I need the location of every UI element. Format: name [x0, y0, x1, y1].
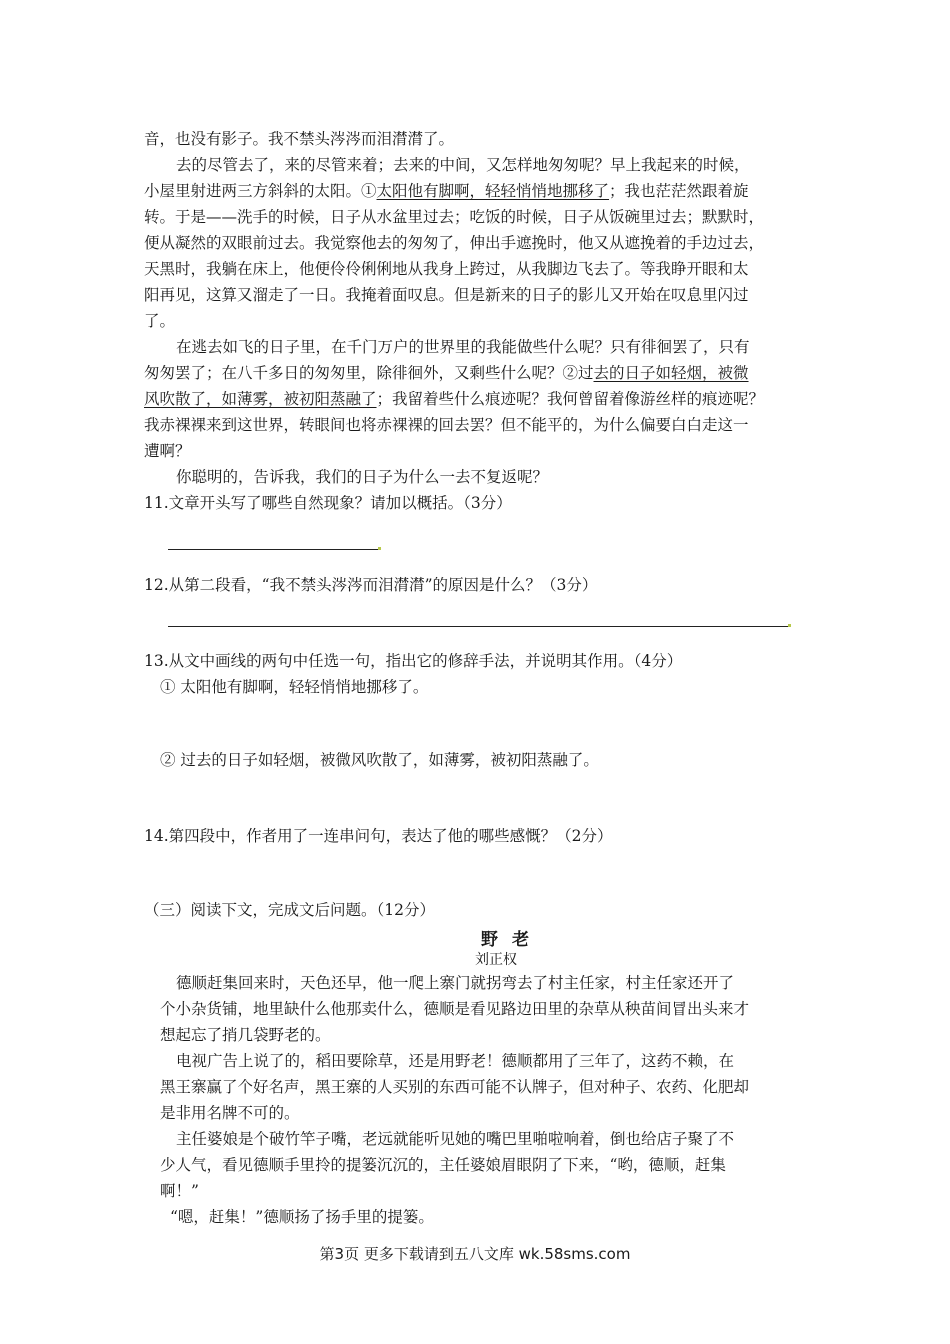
- text: ；我留着些什么痕迹呢？我何曾留着像游丝样的痕迹呢？: [376, 390, 765, 408]
- story-line: 黑王寨赢了个好名声，黑王寨的人买别的东西可能不认牌子，但对种子、农药、化肥却: [160, 1078, 750, 1096]
- section-heading: （三）阅读下文，完成文后问题。（12分）: [144, 901, 435, 919]
- story-line: “嗯，赶集！”德顺扬了扬手里的提篓。: [170, 1208, 434, 1226]
- mark-dot: [378, 547, 381, 550]
- answer-line-12[interactable]: [168, 626, 788, 627]
- question-14: 14.第四段中，作者用了一连串问句，表达了他的哪些感慨？（2分）: [144, 827, 613, 845]
- page-footer: 第3页 更多下载请到五八文库 wk.58sms.com: [319, 1245, 631, 1263]
- passage-line: 了。: [144, 312, 176, 330]
- question-11: 11.文章开头写了哪些自然现象？请加以概括。（3分）: [144, 494, 512, 512]
- underlined-sentence-2: 去的日子如轻烟，被微: [593, 364, 749, 382]
- story-line: 少人气，看见德顺手里拎的提篓沉沉的，主任婆娘眉眼阴了下来，“哟，德顺，赶集: [160, 1156, 726, 1174]
- story-title: 野老: [481, 930, 543, 950]
- passage-line: 阳再见，这算又溜走了一日。我掩着面叹息。但是新来的日子的影儿又开始在叹息里闪过: [144, 286, 749, 304]
- passage-line: 便从凝然的双眼前过去。我觉察他去的匆匆了，伸出手遮挽时，他又从遮挽着的手边过去，: [144, 234, 765, 252]
- mark-dot: [788, 624, 791, 627]
- passage-line: 天黑时，我躺在床上，他便伶伶俐俐地从我身上跨过，从我脚边飞去了。等我睁开眼和太: [144, 260, 749, 278]
- question-13-option-1: ① 太阳他有脚啊，轻轻悄悄地挪移了。: [160, 678, 429, 696]
- story-line: 啊！”: [160, 1182, 199, 1200]
- passage-line: [144, 363, 749, 383]
- story-author: 刘正权: [475, 952, 517, 968]
- underlined-sentence-2: 风吹散了，如薄雾，被初阳蒸融了: [144, 390, 377, 408]
- passage-line: [144, 181, 749, 201]
- answer-line-11[interactable]: [168, 549, 378, 550]
- question-13-option-2: ② 过去的日子如轻烟，被微风吹散了，如薄雾，被初阳蒸融了。: [160, 751, 599, 769]
- question-12: 12.从第二段看，“我不禁头涔涔而泪潸潸”的原因是什么？（3分）: [144, 576, 598, 594]
- story-line: 电视广告上说了的，稻田要除草，还是用野老！德顺都用了三年了，这药不赖，在: [176, 1052, 735, 1070]
- passage-line: 你聪明的，告诉我，我们的日子为什么一去不复返呢？: [176, 468, 549, 486]
- passage-line: [144, 389, 764, 409]
- text: 匆匆罢了；在八千多日的匆匆里，除徘徊外，又剩些什么呢？②过: [144, 364, 594, 382]
- passage-line: 在逃去如飞的日子里，在千门万户的世界里的我能做些什么呢？只有徘徊罢了，只有: [176, 338, 750, 356]
- underlined-sentence-1: 太阳他有脚啊，轻轻悄悄地挪移了: [376, 182, 610, 200]
- passage-line: 遭啊？: [144, 442, 191, 460]
- passage-line: 转。于是——洗手的时候，日子从水盆里过去；吃饭的时候，日子从饭碗里过去；默默时，: [144, 208, 765, 226]
- story-line: 主任婆娘是个破竹竿子嘴，老远就能听见她的嘴巴里啪啦响着，倒也给店子聚了不: [176, 1130, 735, 1148]
- passage-line: 去的尽管去了，来的尽管来着；去来的中间，又怎样地匆匆呢？早上我起来的时候，: [176, 156, 750, 174]
- story-line: 是非用名牌不可的。: [160, 1104, 300, 1122]
- passage-line: 我赤裸裸来到这世界，转眼间也将赤裸裸的回去罢？但不能平的，为什么偏要白白走这一: [144, 416, 749, 434]
- question-13: 13.从文中画线的两句中任选一句，指出它的修辞手法，并说明其作用。（4分）: [144, 652, 683, 670]
- story-line: 想起忘了捎几袋野老的。: [160, 1026, 331, 1044]
- text: ；我也茫茫然跟着旋: [609, 182, 749, 200]
- story-line: 个小杂货铺，地里缺什么他那卖什么，德顺是看见路边田里的杂草从秧苗间冒出头来才: [160, 1000, 750, 1018]
- text: 小屋里射进两三方斜斜的太阳。①: [144, 182, 377, 200]
- story-line: 德顺赶集回来时，天色还早，他一爬上寨门就拐弯去了村主任家，村主任家还开了: [176, 974, 735, 992]
- passage-line: 音，也没有影子。我不禁头涔涔而泪潸潸了。: [144, 130, 455, 148]
